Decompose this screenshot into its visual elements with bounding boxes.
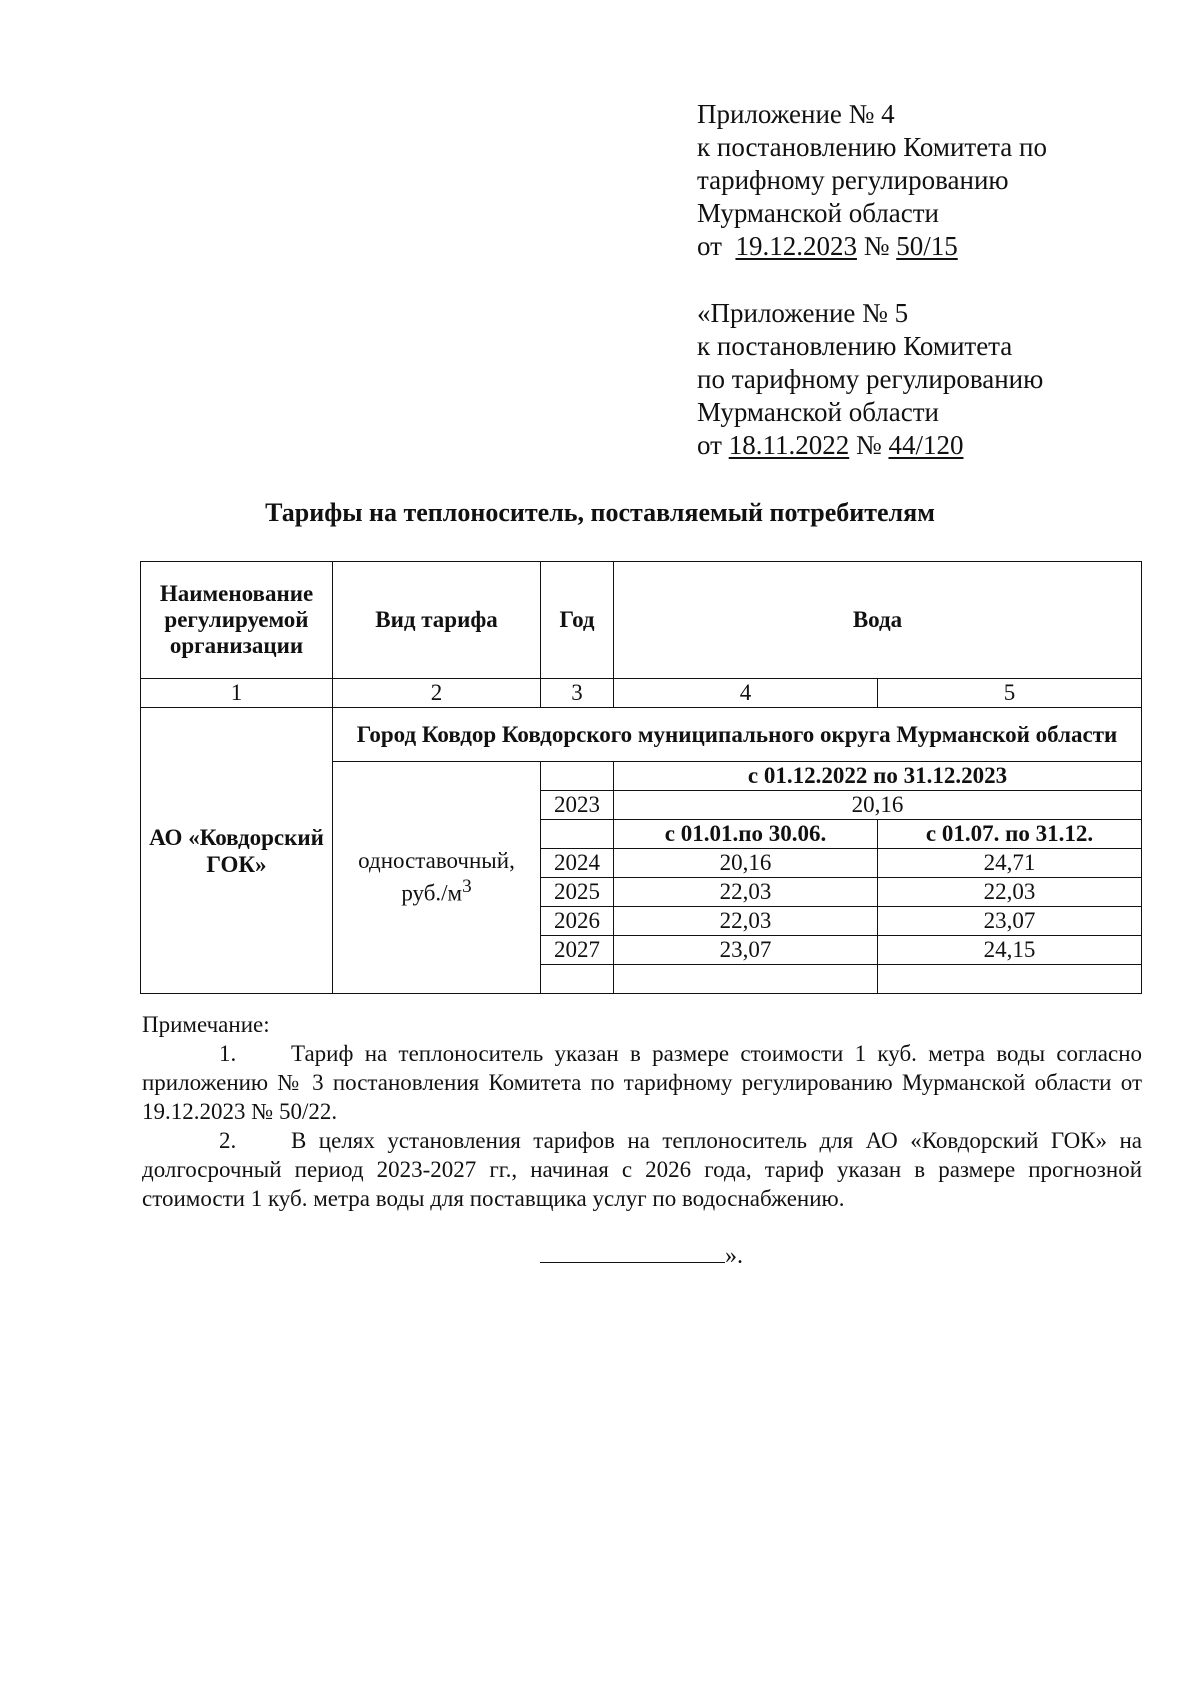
empty-year-cell bbox=[541, 762, 614, 791]
appendix-5-line: по тарифному регулированию bbox=[697, 364, 1044, 394]
half-year-1-header: с 01.01.по 30.06. bbox=[614, 820, 878, 849]
column-number: 3 bbox=[541, 679, 614, 708]
appendix-4-line: к постановлению Комитета по bbox=[697, 132, 1047, 162]
appendix-4-number: 50/15 bbox=[896, 231, 958, 261]
city-name: Город Ковдор Ковдорского муниципального округа Мурманской области bbox=[333, 708, 1142, 762]
appendix-5-title: «Приложение № 5 bbox=[697, 298, 909, 328]
notes-section bbox=[142, 1010, 1142, 1213]
column-number: 5 bbox=[878, 679, 1142, 708]
value-cell: 23,07 bbox=[878, 907, 1142, 936]
empty-value-cell bbox=[614, 965, 878, 994]
period-2023: с 01.12.2022 по 31.12.2023 bbox=[614, 762, 1142, 791]
appendix-5-header bbox=[697, 297, 1043, 462]
year-cell: 2026 bbox=[541, 907, 614, 936]
column-numbers-row bbox=[141, 679, 1142, 708]
header-tariff-type: Вид тарифа bbox=[333, 562, 541, 679]
header-water: Вода bbox=[614, 562, 1142, 679]
year-cell: 2027 bbox=[541, 936, 614, 965]
value-cell: 23,07 bbox=[614, 936, 878, 965]
appendix-5-date: 18.11.2022 bbox=[728, 430, 850, 460]
organization-name: АО «Ковдорский ГОК» bbox=[141, 708, 333, 994]
column-number: 2 bbox=[333, 679, 541, 708]
appendix-4-title: Приложение № 4 bbox=[697, 99, 895, 129]
appendix-5-number: 44/120 bbox=[888, 430, 964, 460]
value-cell: 20,16 bbox=[614, 849, 878, 878]
header-year: Год bbox=[541, 562, 614, 679]
appendix-4-date-line bbox=[697, 230, 1047, 263]
year-cell: 2023 bbox=[541, 791, 614, 820]
value-cell: 24,15 bbox=[878, 936, 1142, 965]
tariff-type bbox=[333, 762, 541, 994]
date-prefix: от bbox=[697, 430, 722, 460]
note-item bbox=[142, 1039, 1142, 1126]
column-number: 1 bbox=[141, 679, 333, 708]
empty-year-cell bbox=[541, 820, 614, 849]
value-2023: 20,16 bbox=[614, 791, 1142, 820]
number-sign: № bbox=[855, 430, 882, 460]
appendix-4-line: тарифному регулированию bbox=[697, 165, 1009, 195]
empty-year-cell bbox=[541, 965, 614, 994]
value-cell: 22,03 bbox=[878, 878, 1142, 907]
appendix-4-line: Мурманской области bbox=[697, 198, 939, 228]
appendix-4-date: 19.12.2023 bbox=[735, 231, 857, 261]
date-prefix: от bbox=[697, 231, 722, 261]
number-sign: № bbox=[863, 231, 890, 261]
unit-superscript: 3 bbox=[462, 876, 472, 898]
half-year-2-header: с 01.07. по 31.12. bbox=[878, 820, 1142, 849]
note-item bbox=[142, 1126, 1142, 1213]
value-cell: 22,03 bbox=[614, 907, 878, 936]
table-header-row bbox=[141, 562, 1142, 679]
note-number: 1. bbox=[219, 1041, 237, 1066]
appendix-4-header bbox=[697, 98, 1047, 263]
note-text: В целях установления тарифов на теплоноситель для АО «Ковдорский ГОК» на долгосрочный период 2023-2027 гг., начиная с 2026 года, тариф указан в размере прогнозной стоимости 1 куб. метра воды для поставщика услуг по водоснабжению. bbox=[142, 1128, 1142, 1211]
city-row bbox=[141, 708, 1142, 762]
appendix-5-line: к постановлению Комитета bbox=[697, 331, 1013, 361]
value-cell: 24,71 bbox=[878, 849, 1142, 878]
note-number: 2. bbox=[219, 1128, 237, 1153]
header-organization: Наименование регулируемой организации bbox=[141, 562, 333, 679]
note-text: Тариф на теплоноситель указан в размере стоимости 1 куб. метра воды согласно приложению № 3 постановления Комитета по тарифному регулированию Мурманской области от 19.12.2023 № 50/22. bbox=[142, 1041, 1142, 1124]
appendix-5-date-line bbox=[697, 429, 1043, 462]
notes-label: Примечание: bbox=[142, 1012, 270, 1037]
tariff-table bbox=[140, 561, 1142, 994]
closing-line bbox=[540, 1240, 743, 1270]
value-cell: 22,03 bbox=[614, 878, 878, 907]
column-number: 4 bbox=[614, 679, 878, 708]
document-title: Тарифы на теплоноситель, поставляемый потребителям bbox=[265, 498, 935, 527]
tariff-type-text: одноставочный, руб./м bbox=[358, 848, 515, 906]
year-cell: 2025 bbox=[541, 878, 614, 907]
closing-quote: ». bbox=[725, 1243, 743, 1269]
year-cell: 2024 bbox=[541, 849, 614, 878]
empty-value-cell bbox=[878, 965, 1142, 994]
signature-underline bbox=[540, 1240, 725, 1263]
appendix-5-line: Мурманской области bbox=[697, 397, 939, 427]
